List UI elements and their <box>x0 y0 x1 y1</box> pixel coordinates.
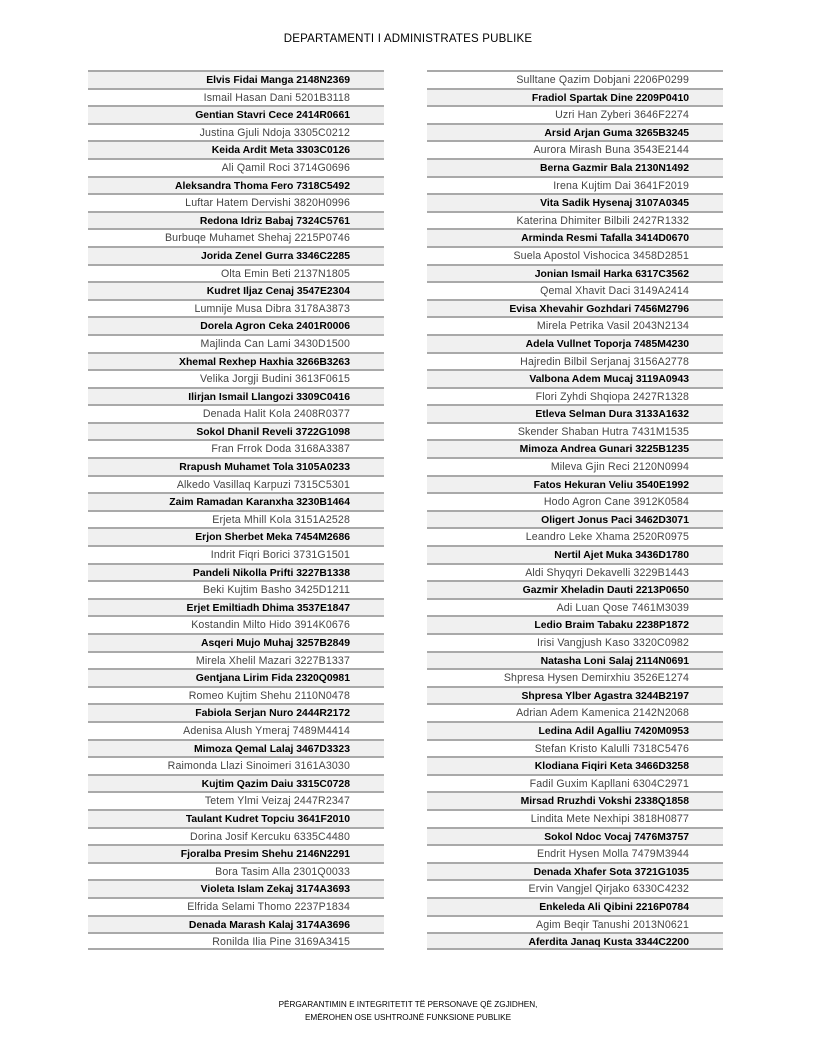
list-item: Suela Apostol Vishocica 3458D2851 <box>427 246 723 264</box>
list-item: Ronilda Ilia Pine 3169A3415 <box>88 932 384 950</box>
list-item: Erjet Emiltiadh Dhima 3537E1847 <box>88 598 384 616</box>
list-item: Denada Xhafer Sota 3721G1035 <box>427 862 723 880</box>
list-item: Evisa Xhevahir Gozhdari 7456M2796 <box>427 299 723 317</box>
list-item: Uzri Han Zyberi 3646F2274 <box>427 105 723 123</box>
list-item: Taulant Kudret Topciu 3641F2010 <box>88 809 384 827</box>
left-name-list <box>88 70 384 950</box>
list-item: Hajredin Bilbil Serjanaj 3156A2778 <box>427 352 723 370</box>
list-item: Elfrida Selami Thomo 2237P1834 <box>88 897 384 915</box>
list-item: Ismail Hasan Dani 5201B3118 <box>88 88 384 106</box>
list-item: Agim Beqir Tanushi 2013N0621 <box>427 915 723 933</box>
list-item: Asqeri Mujo Muhaj 3257B2849 <box>88 633 384 651</box>
list-item: Aleksandra Thoma Fero 7318C5492 <box>88 176 384 194</box>
list-item: Alkedo Vasillaq Karpuzi 7315C5301 <box>88 475 384 493</box>
right-name-list <box>427 70 723 950</box>
list-item: Dorina Josif Kercuku 6335C4480 <box>88 827 384 845</box>
list-item: Flori Zyhdi Shqiopa 2427R1328 <box>427 387 723 405</box>
list-item: Indrit Fiqri Borici 3731G1501 <box>88 545 384 563</box>
list-item: Mirela Xhelil Mazari 3227B1337 <box>88 651 384 669</box>
list-item: Denada Halit Kola 2408R0377 <box>88 404 384 422</box>
list-item: Adi Luan Qose 7461M3039 <box>427 598 723 616</box>
list-item: Vita Sadik Hysenaj 3107A0345 <box>427 193 723 211</box>
list-item: Ervin Vangjel Qirjako 6330C4232 <box>427 879 723 897</box>
list-item: Justina Gjuli Ndoja 3305C0212 <box>88 123 384 141</box>
list-item: Shpresa Ylber Agastra 3244B2197 <box>427 686 723 704</box>
list-item: Burbuqe Muhamet Shehaj 2215P0746 <box>88 228 384 246</box>
list-item: Aldi Shyqyri Dekavelli 3229B1443 <box>427 563 723 581</box>
list-item: Pandeli Nikolla Prifti 3227B1338 <box>88 563 384 581</box>
footer-line-2: EMËROHEN OSE USHTROJNË FUNKSIONE PUBLIKE <box>304 1013 512 1022</box>
list-item: Oligert Jonus Paci 3462D3071 <box>427 510 723 528</box>
list-item: Ali Qamil Roci 3714G0696 <box>88 158 384 176</box>
list-item: Xhemal Rexhep Haxhia 3266B3263 <box>88 352 384 370</box>
list-item: Violeta Islam Zekaj 3174A3693 <box>88 879 384 897</box>
list-item: Keida Ardit Meta 3303C0126 <box>88 140 384 158</box>
list-item: Berna Gazmir Bala 2130N1492 <box>427 158 723 176</box>
list-item: Kujtim Qazim Daiu 3315C0728 <box>88 774 384 792</box>
list-item: Erjon Sherbet Meka 7454M2686 <box>88 527 384 545</box>
list-item: Sokol Ndoc Vocaj 7476M3757 <box>427 827 723 845</box>
list-item: Luftar Hatem Dervishi 3820H0996 <box>88 193 384 211</box>
list-item: Kudret Iljaz Cenaj 3547E2304 <box>88 281 384 299</box>
list-item: Romeo Kujtim Shehu 2110N0478 <box>88 686 384 704</box>
list-item: Leandro Leke Xhama 2520R0975 <box>427 527 723 545</box>
list-item: Aurora Mirash Buna 3543E2144 <box>427 140 723 158</box>
list-item: Enkeleda Ali Qibini 2216P0784 <box>427 897 723 915</box>
list-item: Velika Jorgji Budini 3613F0615 <box>88 369 384 387</box>
list-item: Beki Kujtim Basho 3425D1211 <box>88 580 384 598</box>
list-item: Redona Idriz Babaj 7324C5761 <box>88 211 384 229</box>
list-item: Sokol Dhanil Reveli 3722G1098 <box>88 422 384 440</box>
list-item: Adenisa Alush Ymeraj 7489M4414 <box>88 721 384 739</box>
list-item: Fabiola Serjan Nuro 2444R2172 <box>88 703 384 721</box>
list-item: Adela Vullnet Toporja 7485M4230 <box>427 334 723 352</box>
list-item: Arminda Resmi Tafalla 3414D0670 <box>427 228 723 246</box>
list-item: Kostandin Milto Hido 3914K0676 <box>88 615 384 633</box>
list-item: Mirela Petrika Vasil 2043N2134 <box>427 316 723 334</box>
list-item: Raimonda Llazi Sinoimeri 3161A3030 <box>88 756 384 774</box>
footer-line-1: PËRGARANTIMIN E INTEGRITETIT TË PERSONAVE QË ZGJIDHEN, <box>278 1000 538 1009</box>
list-item: Gentian Stavri Cece 2414R0661 <box>88 105 384 123</box>
list-item: Natasha Loni Salaj 2114N0691 <box>427 651 723 669</box>
list-item: Elvis Fidai Manga 2148N2369 <box>88 70 384 88</box>
list-item: Ilirjan Ismail Llangozi 3309C0416 <box>88 387 384 405</box>
list-item: Mileva Gjin Reci 2120N0994 <box>427 457 723 475</box>
list-item: Adrian Adem Kamenica 2142N2068 <box>427 703 723 721</box>
list-item: Skender Shaban Hutra 7431M1535 <box>427 422 723 440</box>
footer <box>0 998 816 1024</box>
list-item: Shpresa Hysen Demirxhiu 3526E1274 <box>427 668 723 686</box>
list-item: Rrapush Muhamet Tola 3105A0233 <box>88 457 384 475</box>
list-item: Fradiol Spartak Dine 2209P0410 <box>427 88 723 106</box>
list-item: Fran Frrok Doda 3168A3387 <box>88 439 384 457</box>
list-item: Katerina Dhimiter Bilbili 2427R1332 <box>427 211 723 229</box>
list-item: Olta Emin Beti 2137N1805 <box>88 264 384 282</box>
list-item: Sulltane Qazim Dobjani 2206P0299 <box>427 70 723 88</box>
list-item: Ledio Braim Tabaku 2238P1872 <box>427 615 723 633</box>
list-item: Mirsad Rruzhdi Vokshi 2338Q1858 <box>427 791 723 809</box>
page-title: DEPARTAMENTI I ADMINISTRATES PUBLIKE <box>283 33 533 45</box>
list-item: Gazmir Xheladin Dauti 2213P0650 <box>427 580 723 598</box>
list-item: Nertil Ajet Muka 3436D1780 <box>427 545 723 563</box>
list-item: Mimoza Andrea Gunari 3225B1235 <box>427 439 723 457</box>
list-item: Lindita Mete Nexhipi 3818H0877 <box>427 809 723 827</box>
list-item: Dorela Agron Ceka 2401R0006 <box>88 316 384 334</box>
list-item: Lumnije Musa Dibra 3178A3873 <box>88 299 384 317</box>
list-item: Aferdita Janaq Kusta 3344C2200 <box>427 932 723 950</box>
list-item: Irena Kujtim Dai 3641F2019 <box>427 176 723 194</box>
list-item: Gentjana Lirim Fida 2320Q0981 <box>88 668 384 686</box>
list-item: Erjeta Mhill Kola 3151A2528 <box>88 510 384 528</box>
list-item: Valbona Adem Mucaj 3119A0943 <box>427 369 723 387</box>
list-item: Irisi Vangjush Kaso 3320C0982 <box>427 633 723 651</box>
list-item: Bora Tasim Alla 2301Q0033 <box>88 862 384 880</box>
list-item: Qemal Xhavit Daci 3149A2414 <box>427 281 723 299</box>
list-item: Mimoza Qemal Lalaj 3467D3323 <box>88 739 384 757</box>
list-item: Fadil Guxim Kapllani 6304C2971 <box>427 774 723 792</box>
list-item: Fjoralba Presim Shehu 2146N2291 <box>88 844 384 862</box>
list-item: Stefan Kristo Kalulli 7318C5476 <box>427 739 723 757</box>
list-item: Tetem Ylmi Veizaj 2447R2347 <box>88 791 384 809</box>
list-item: Arsid Arjan Guma 3265B3245 <box>427 123 723 141</box>
list-item: Klodiana Fiqiri Keta 3466D3258 <box>427 756 723 774</box>
list-item: Denada Marash Kalaj 3174A3696 <box>88 915 384 933</box>
list-item: Endrit Hysen Molla 7479M3944 <box>427 844 723 862</box>
list-item: Zaim Ramadan Karanxha 3230B1464 <box>88 492 384 510</box>
list-item: Majlinda Can Lami 3430D1500 <box>88 334 384 352</box>
list-item: Ledina Adil Agalliu 7420M0953 <box>427 721 723 739</box>
list-item: Etleva Selman Dura 3133A1632 <box>427 404 723 422</box>
list-item: Fatos Hekuran Veliu 3540E1992 <box>427 475 723 493</box>
list-item: Jorida Zenel Gurra 3346C2285 <box>88 246 384 264</box>
list-item: Hodo Agron Cane 3912K0584 <box>427 492 723 510</box>
list-item: Jonian Ismail Harka 6317C3562 <box>427 264 723 282</box>
